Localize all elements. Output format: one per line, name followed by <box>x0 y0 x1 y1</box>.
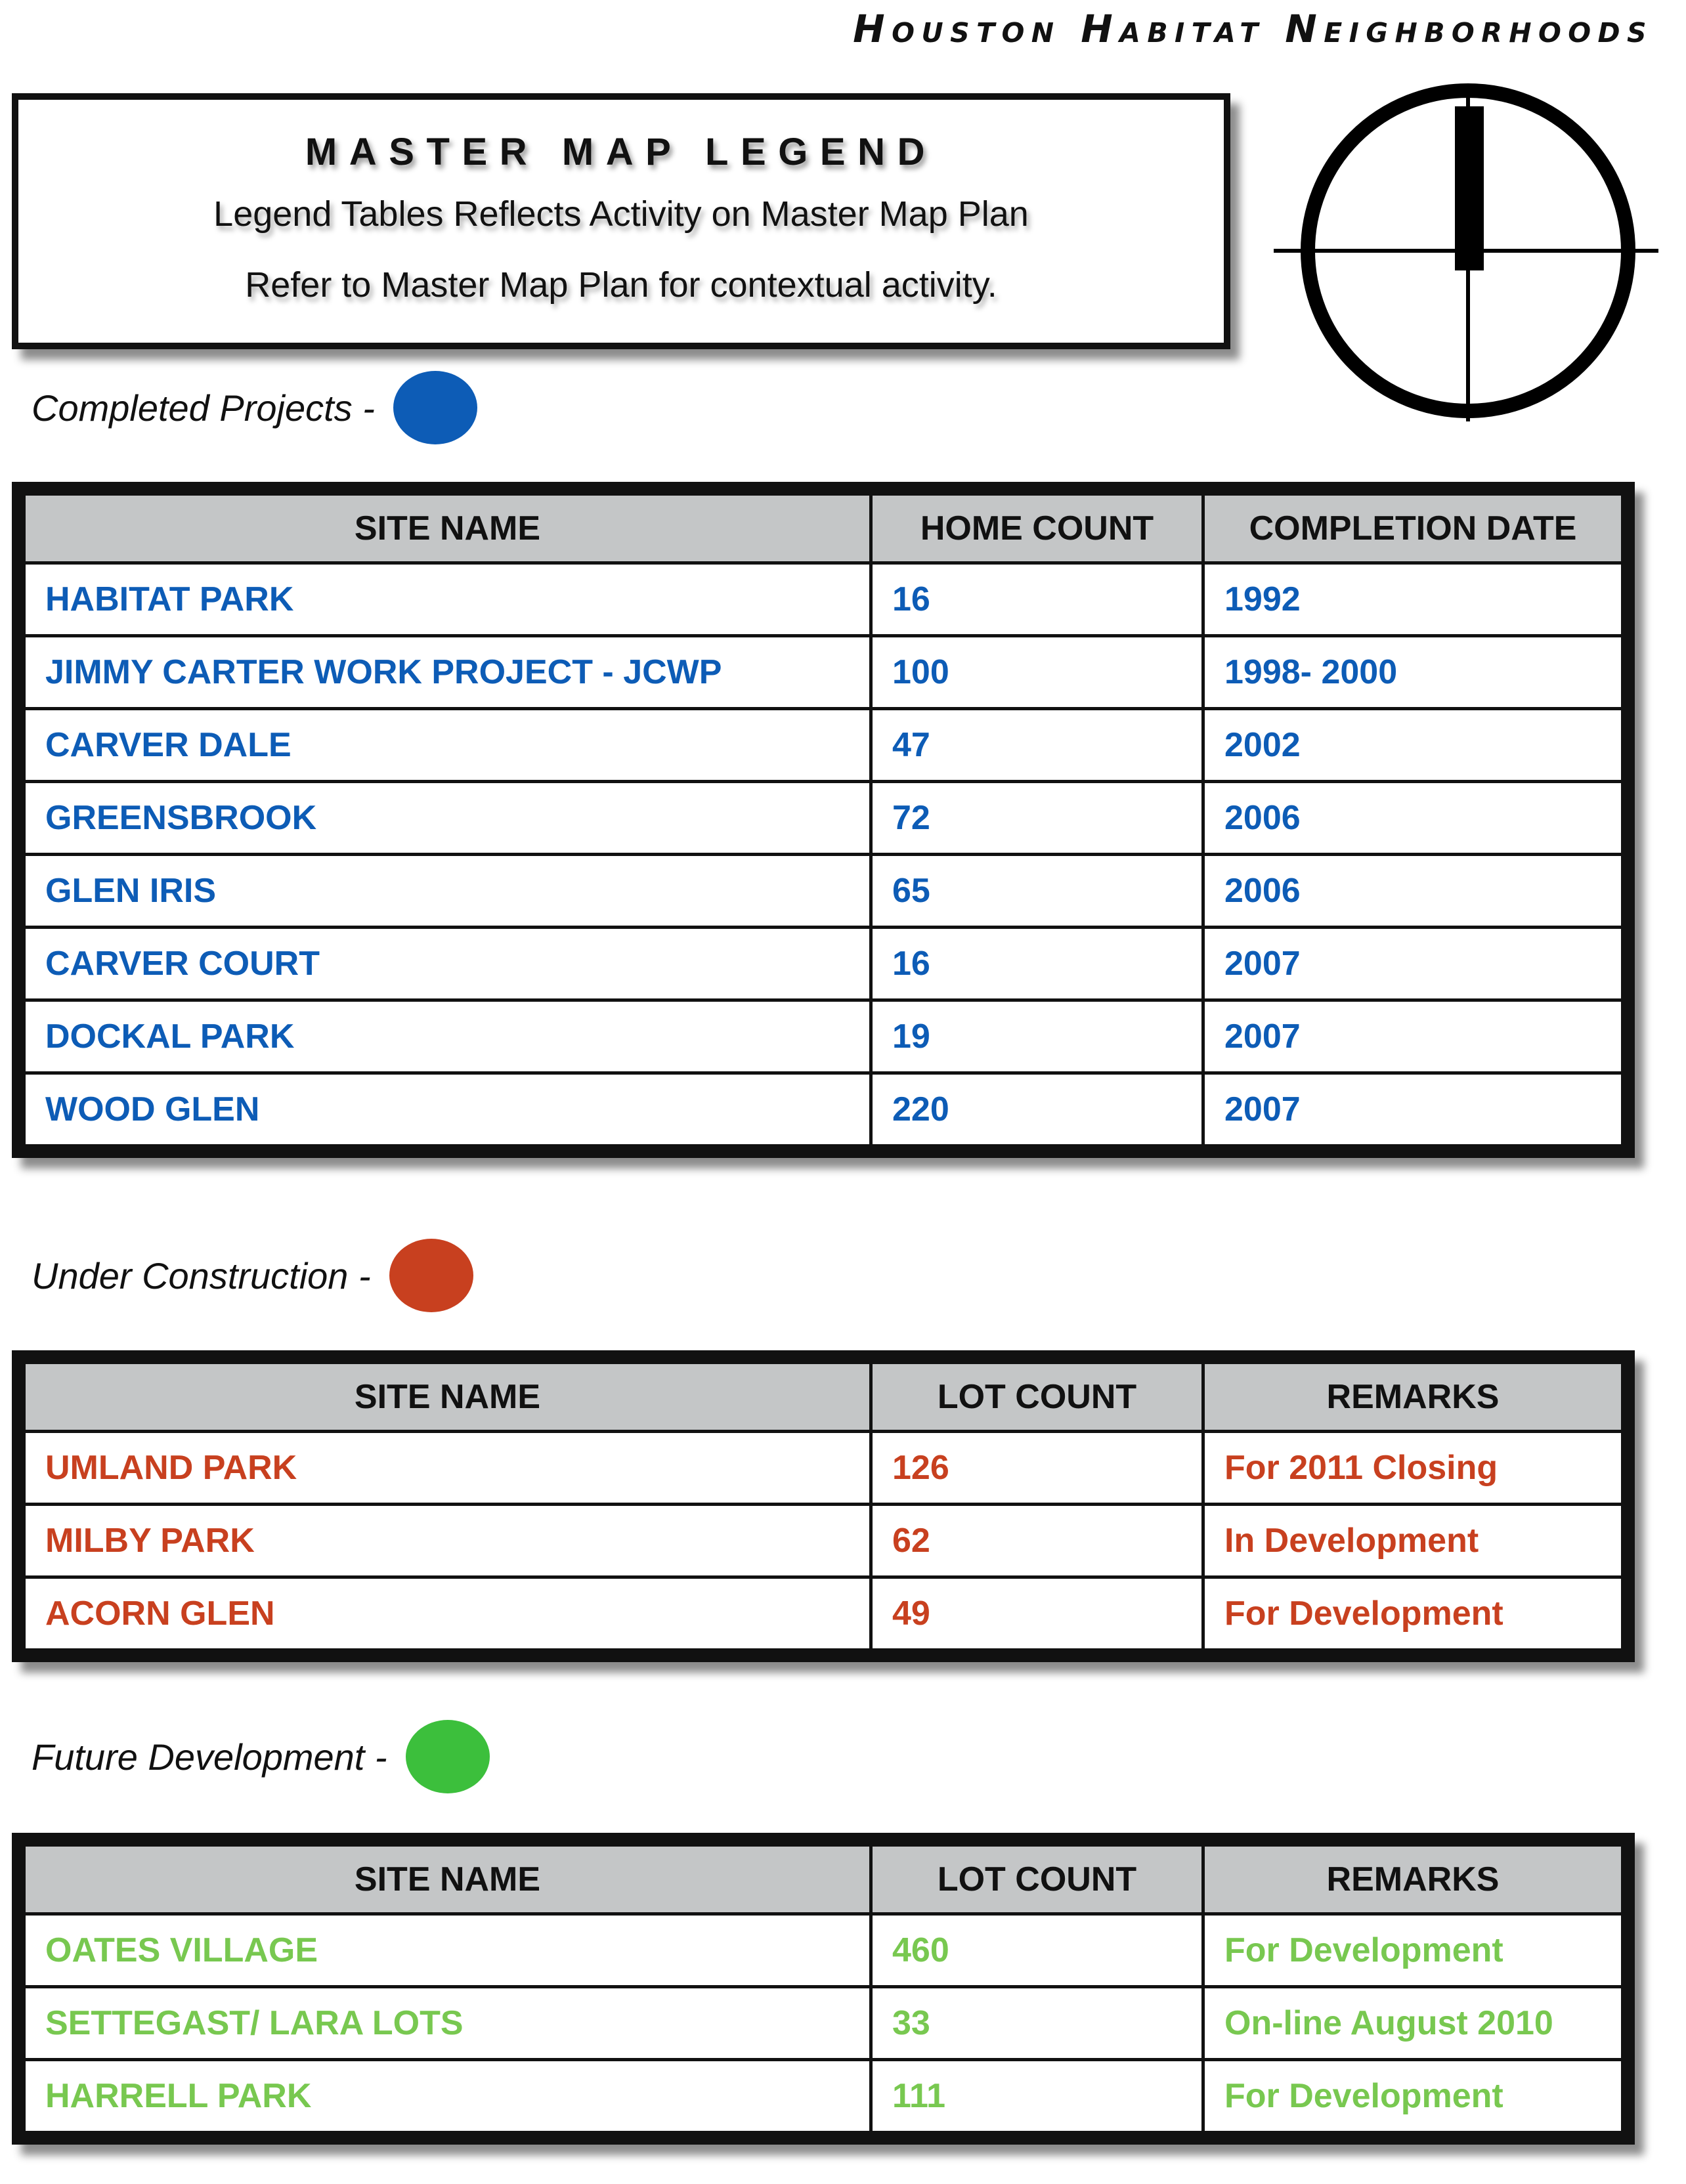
table-row <box>24 855 1623 928</box>
cell-count: 72 <box>871 782 1203 855</box>
cell-site-name: UMLAND PARK <box>24 1432 871 1505</box>
cell-count: 111 <box>871 2060 1203 2133</box>
cell-status: 1992 <box>1203 563 1623 636</box>
future-development-label-row <box>32 1720 490 1793</box>
cell-site-name: WOOD GLEN <box>24 1073 871 1146</box>
table-row <box>24 782 1623 855</box>
table-row <box>24 2060 1623 2133</box>
cell-site-name: CARVER COURT <box>24 928 871 1000</box>
future-development-table-frame <box>12 1833 1635 2145</box>
column-header-site-name: SITE NAME <box>24 494 871 563</box>
table-row <box>24 636 1623 709</box>
under-construction-table-frame <box>12 1350 1635 1662</box>
cell-site-name: HABITAT PARK <box>24 563 871 636</box>
table-row <box>24 1987 1623 2060</box>
column-header-count: LOT COUNT <box>871 1363 1203 1432</box>
cell-site-name: GREENSBROOK <box>24 782 871 855</box>
cell-count: 16 <box>871 928 1203 1000</box>
cell-count: 62 <box>871 1505 1203 1577</box>
construction-status-dot <box>389 1239 473 1312</box>
table-row <box>24 1914 1623 1987</box>
cell-status: 2006 <box>1203 782 1623 855</box>
cell-site-name: MILBY PARK <box>24 1505 871 1577</box>
future-development-table <box>22 1843 1624 2134</box>
table-row <box>24 1432 1623 1505</box>
master-map-legend-box <box>12 93 1230 349</box>
cell-status: 1998- 2000 <box>1203 636 1623 709</box>
cell-status: For Development <box>1203 1914 1623 1987</box>
column-header-count: HOME COUNT <box>871 494 1203 563</box>
table-row <box>24 1577 1623 1650</box>
cell-status: For Development <box>1203 2060 1623 2133</box>
cell-count: 19 <box>871 1000 1203 1073</box>
table-row <box>24 1073 1623 1146</box>
cell-count: 460 <box>871 1914 1203 1987</box>
cell-status: 2007 <box>1203 1073 1623 1146</box>
cell-count: 126 <box>871 1432 1203 1505</box>
future-development-label: Future Development - <box>32 1736 387 1778</box>
table-row <box>24 1505 1623 1577</box>
cell-count: 16 <box>871 563 1203 636</box>
table-row <box>24 1000 1623 1073</box>
column-header-status: REMARKS <box>1203 1363 1623 1432</box>
table-header-row <box>24 494 1623 563</box>
completed-status-dot <box>393 371 477 444</box>
cell-status: 2002 <box>1203 709 1623 782</box>
cell-site-name: JIMMY CARTER WORK PROJECT - JCWP <box>24 636 871 709</box>
cell-site-name: DOCKAL PARK <box>24 1000 871 1073</box>
under-construction-label: Under Construction - <box>32 1254 371 1296</box>
completed-projects-label-row <box>32 371 477 444</box>
completed-projects-label: Completed Projects - <box>32 387 375 429</box>
column-header-site-name: SITE NAME <box>24 1845 871 1914</box>
cell-status: 2007 <box>1203 928 1623 1000</box>
cell-status: In Development <box>1203 1505 1623 1577</box>
column-header-status: REMARKS <box>1203 1845 1623 1914</box>
legend-description-line-1: Legend Tables Reflects Activity on Master Map Plan <box>213 194 1029 234</box>
cell-site-name: CARVER DALE <box>24 709 871 782</box>
future-status-dot <box>406 1720 490 1793</box>
under-construction-label-row <box>32 1239 473 1312</box>
cell-site-name: ACORN GLEN <box>24 1577 871 1650</box>
under-construction-table <box>22 1361 1624 1652</box>
cell-count: 49 <box>871 1577 1203 1650</box>
legend-heading: MASTER MAP LEGEND <box>305 131 938 173</box>
north-arrow-compass-icon <box>1274 79 1661 427</box>
table-row <box>24 563 1623 636</box>
cell-count: 65 <box>871 855 1203 928</box>
table-row <box>24 709 1623 782</box>
cell-status: For Development <box>1203 1577 1623 1650</box>
cell-status: 2006 <box>1203 855 1623 928</box>
cell-status: For 2011 Closing <box>1203 1432 1623 1505</box>
completed-projects-table-frame <box>12 482 1635 1158</box>
column-header-count: LOT COUNT <box>871 1845 1203 1914</box>
legend-description-line-2: Refer to Master Map Plan for contextual activity. <box>245 265 997 305</box>
column-header-status: COMPLETION DATE <box>1203 494 1623 563</box>
cell-count: 47 <box>871 709 1203 782</box>
cell-site-name: OATES VILLAGE <box>24 1914 871 1987</box>
cell-site-name: GLEN IRIS <box>24 855 871 928</box>
table-header-row <box>24 1363 1623 1432</box>
column-header-site-name: SITE NAME <box>24 1363 871 1432</box>
cell-count: 100 <box>871 636 1203 709</box>
completed-projects-table <box>22 492 1624 1147</box>
table-header-row <box>24 1845 1623 1914</box>
cell-site-name: SETTEGAST/ LARA LOTS <box>24 1987 871 2060</box>
cell-count: 220 <box>871 1073 1203 1146</box>
table-row <box>24 928 1623 1000</box>
cell-status: 2007 <box>1203 1000 1623 1073</box>
document-title: Houston Habitat Neighborhoods <box>853 7 1653 51</box>
cell-count: 33 <box>871 1987 1203 2060</box>
cell-status: On-line August 2010 <box>1203 1987 1623 2060</box>
cell-site-name: HARRELL PARK <box>24 2060 871 2133</box>
